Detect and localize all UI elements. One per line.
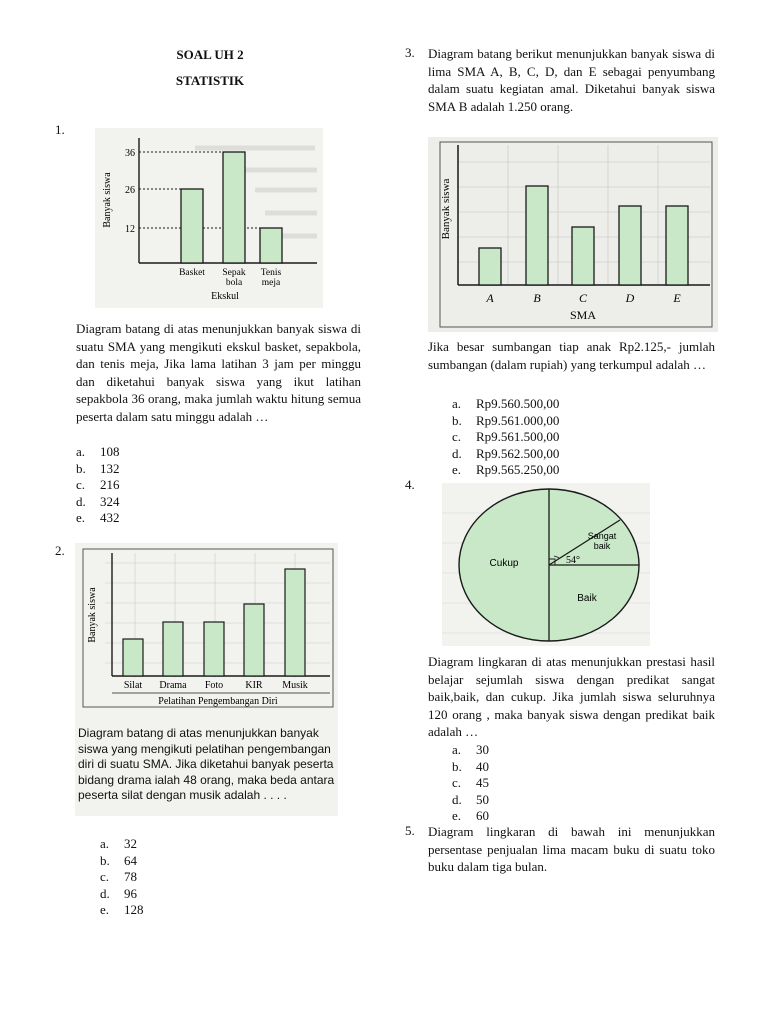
option[interactable]: e. 128: [100, 902, 144, 917]
q4-label-baik-top: baik: [593, 541, 611, 551]
option[interactable]: a. Rp9.560.500,00: [452, 396, 560, 411]
page-subtitle: STATISTIK: [175, 73, 245, 88]
question-5-number: 5.: [405, 823, 415, 838]
q3-y-title: Banyak siswa: [440, 178, 452, 240]
q1-x-title: Ekskul: [211, 291, 239, 302]
q1-bar-tenis: [260, 228, 282, 263]
q3-x-title: SMA: [569, 308, 597, 322]
option[interactable]: c. Rp9.561.500,00: [452, 429, 560, 444]
question-1-number: 1.: [55, 122, 65, 137]
option[interactable]: a. 30: [452, 742, 489, 757]
q2-xlabel-drama: Drama: [159, 680, 187, 691]
q1-bar-sepakbola: [223, 152, 245, 263]
q1-ytick-12: 12: [125, 224, 135, 235]
q2-bar-musik: [285, 569, 305, 676]
q4-label-sangat: Sangat: [587, 531, 617, 541]
q2-x-title: Pelatihan Pengembangan Diri: [158, 696, 278, 707]
question-2-options: [100, 836, 144, 919]
q2-bar-drama: [163, 622, 183, 676]
q1-xlabel-tenis: Tenis: [260, 268, 282, 278]
question-3-chart: [428, 137, 718, 332]
question-2-text: Diagram batang di atas menunjukkan banyak siswa yang mengikuti pelatihan pengembangan diri di suatu SMA. Jika diketahui banyak peserta bidang drama ialah 48 orang, maka beda antara peserta silat dengan musik adalah . . . .: [78, 726, 335, 802]
q3-bar-b: [526, 186, 548, 285]
q1-xlabel-meja: meja: [261, 278, 281, 288]
question-5-text: Diagram lingkaran di bawah ini menunjukkan persentase penjualan lima macam buku di suatu toko buku dalam tiga bulan.: [428, 824, 715, 874]
page-title: SOAL UH 2: [176, 47, 244, 62]
option[interactable]: c. 78: [100, 869, 137, 884]
q3-bar-d: [619, 206, 641, 285]
q3-xlabel-d: D: [625, 291, 635, 305]
q1-bar-basket: [181, 189, 203, 263]
option[interactable]: b. 64: [100, 852, 137, 868]
question-3-options: [452, 396, 559, 479]
q2-bar-kir: [244, 604, 264, 676]
q2-xlabel-foto: Foto: [204, 680, 224, 691]
question-3-number: 3.: [405, 45, 415, 60]
option[interactable]: e. Rp9.565.250,00: [452, 462, 560, 477]
q3-bar-e: [666, 206, 688, 285]
q4-angle-label: 54°: [566, 555, 580, 566]
q2-xlabel-kir: KIR: [245, 680, 263, 691]
question-4-chart: [442, 483, 650, 646]
q1-xlabel-sepak: Sepak: [222, 268, 246, 278]
q2-bar-silat: [123, 639, 143, 676]
question-2-figure: [75, 543, 338, 816]
q1-xlabel-basket: Basket: [179, 268, 205, 278]
question-2-number: 2.: [55, 543, 65, 558]
question-1-chart: [95, 128, 323, 308]
option[interactable]: b. 132: [76, 460, 120, 476]
q2-y-title: Banyak siswa: [87, 587, 98, 643]
question-3-text: Jika besar sumbangan tiap anak Rp2.125,- jumlah sumbangan (dalam rupiah) yang terkumpul adalah …: [428, 339, 715, 372]
option[interactable]: d. Rp9.562.500,00: [452, 445, 560, 461]
option[interactable]: a. 108: [76, 444, 120, 459]
question-4-options: [452, 742, 489, 825]
q1-y-title: Banyak siswa: [102, 172, 113, 228]
option[interactable]: c. 45: [452, 775, 489, 790]
q3-xlabel-c: C: [578, 291, 588, 305]
q3-bar-a: [479, 248, 501, 285]
q4-label-baik: Baik: [577, 593, 597, 604]
question-4-text: Diagram lingkaran di atas menunjukkan prestasi hasil belajar sejumlah siswa dengan predikat sangat baik,baik, dan cukup. Jika jumlah siswa seluruhnya 120 orang , maka banyak siswa dengan predikat baik adalah …: [428, 654, 715, 739]
option[interactable]: a. 32: [100, 836, 137, 851]
question-1-options: [76, 444, 120, 527]
q2-bar-foto: [204, 622, 224, 676]
question-3-intro: Diagram batang berikut menunjukkan banyak siswa di lima SMA A, B, C, D, dan E sebagai penyumbang dalam suatu kegiatan amal. Diketahui banyak siswa SMA B adalah 1.250 orang.: [428, 46, 715, 114]
q3-xlabel-b: B: [533, 291, 541, 305]
q1-ytick-36: 36: [125, 148, 135, 159]
q1-ytick-26: 26: [125, 185, 135, 196]
option[interactable]: e. 60: [452, 808, 489, 823]
question-4-number: 4.: [405, 477, 415, 492]
option[interactable]: d. 96: [100, 885, 137, 901]
q1-xlabel-bola: bola: [225, 278, 243, 288]
q2-xlabel-musik: Musik: [282, 680, 308, 691]
q4-label-cukup: Cukup: [489, 558, 519, 569]
q3-xlabel-a: A: [486, 291, 494, 305]
option[interactable]: d. 50: [452, 791, 489, 807]
q2-xlabel-silat: Silat: [123, 680, 143, 691]
q3-bar-c: [572, 227, 594, 285]
option[interactable]: d. 324: [76, 493, 120, 509]
question-1-text: Diagram batang di atas menunjukkan banyak siswa di suatu SMA yang mengikuti ekskul basket, sepakbola, dan tenis meja, Jika lama latihan 3 jam per minggu dan diketahui banyak siswa yang ikut latihan sepakbola 36 orang, maka jumlah waktu hitung semua peserta dalam satu minggu adalah …: [76, 321, 361, 424]
option[interactable]: c. 216: [76, 477, 120, 492]
option[interactable]: b. Rp9.561.000,00: [452, 412, 560, 428]
q3-xlabel-e: E: [673, 291, 681, 305]
option[interactable]: b. 40: [452, 758, 489, 774]
option[interactable]: e. 432: [76, 510, 120, 525]
